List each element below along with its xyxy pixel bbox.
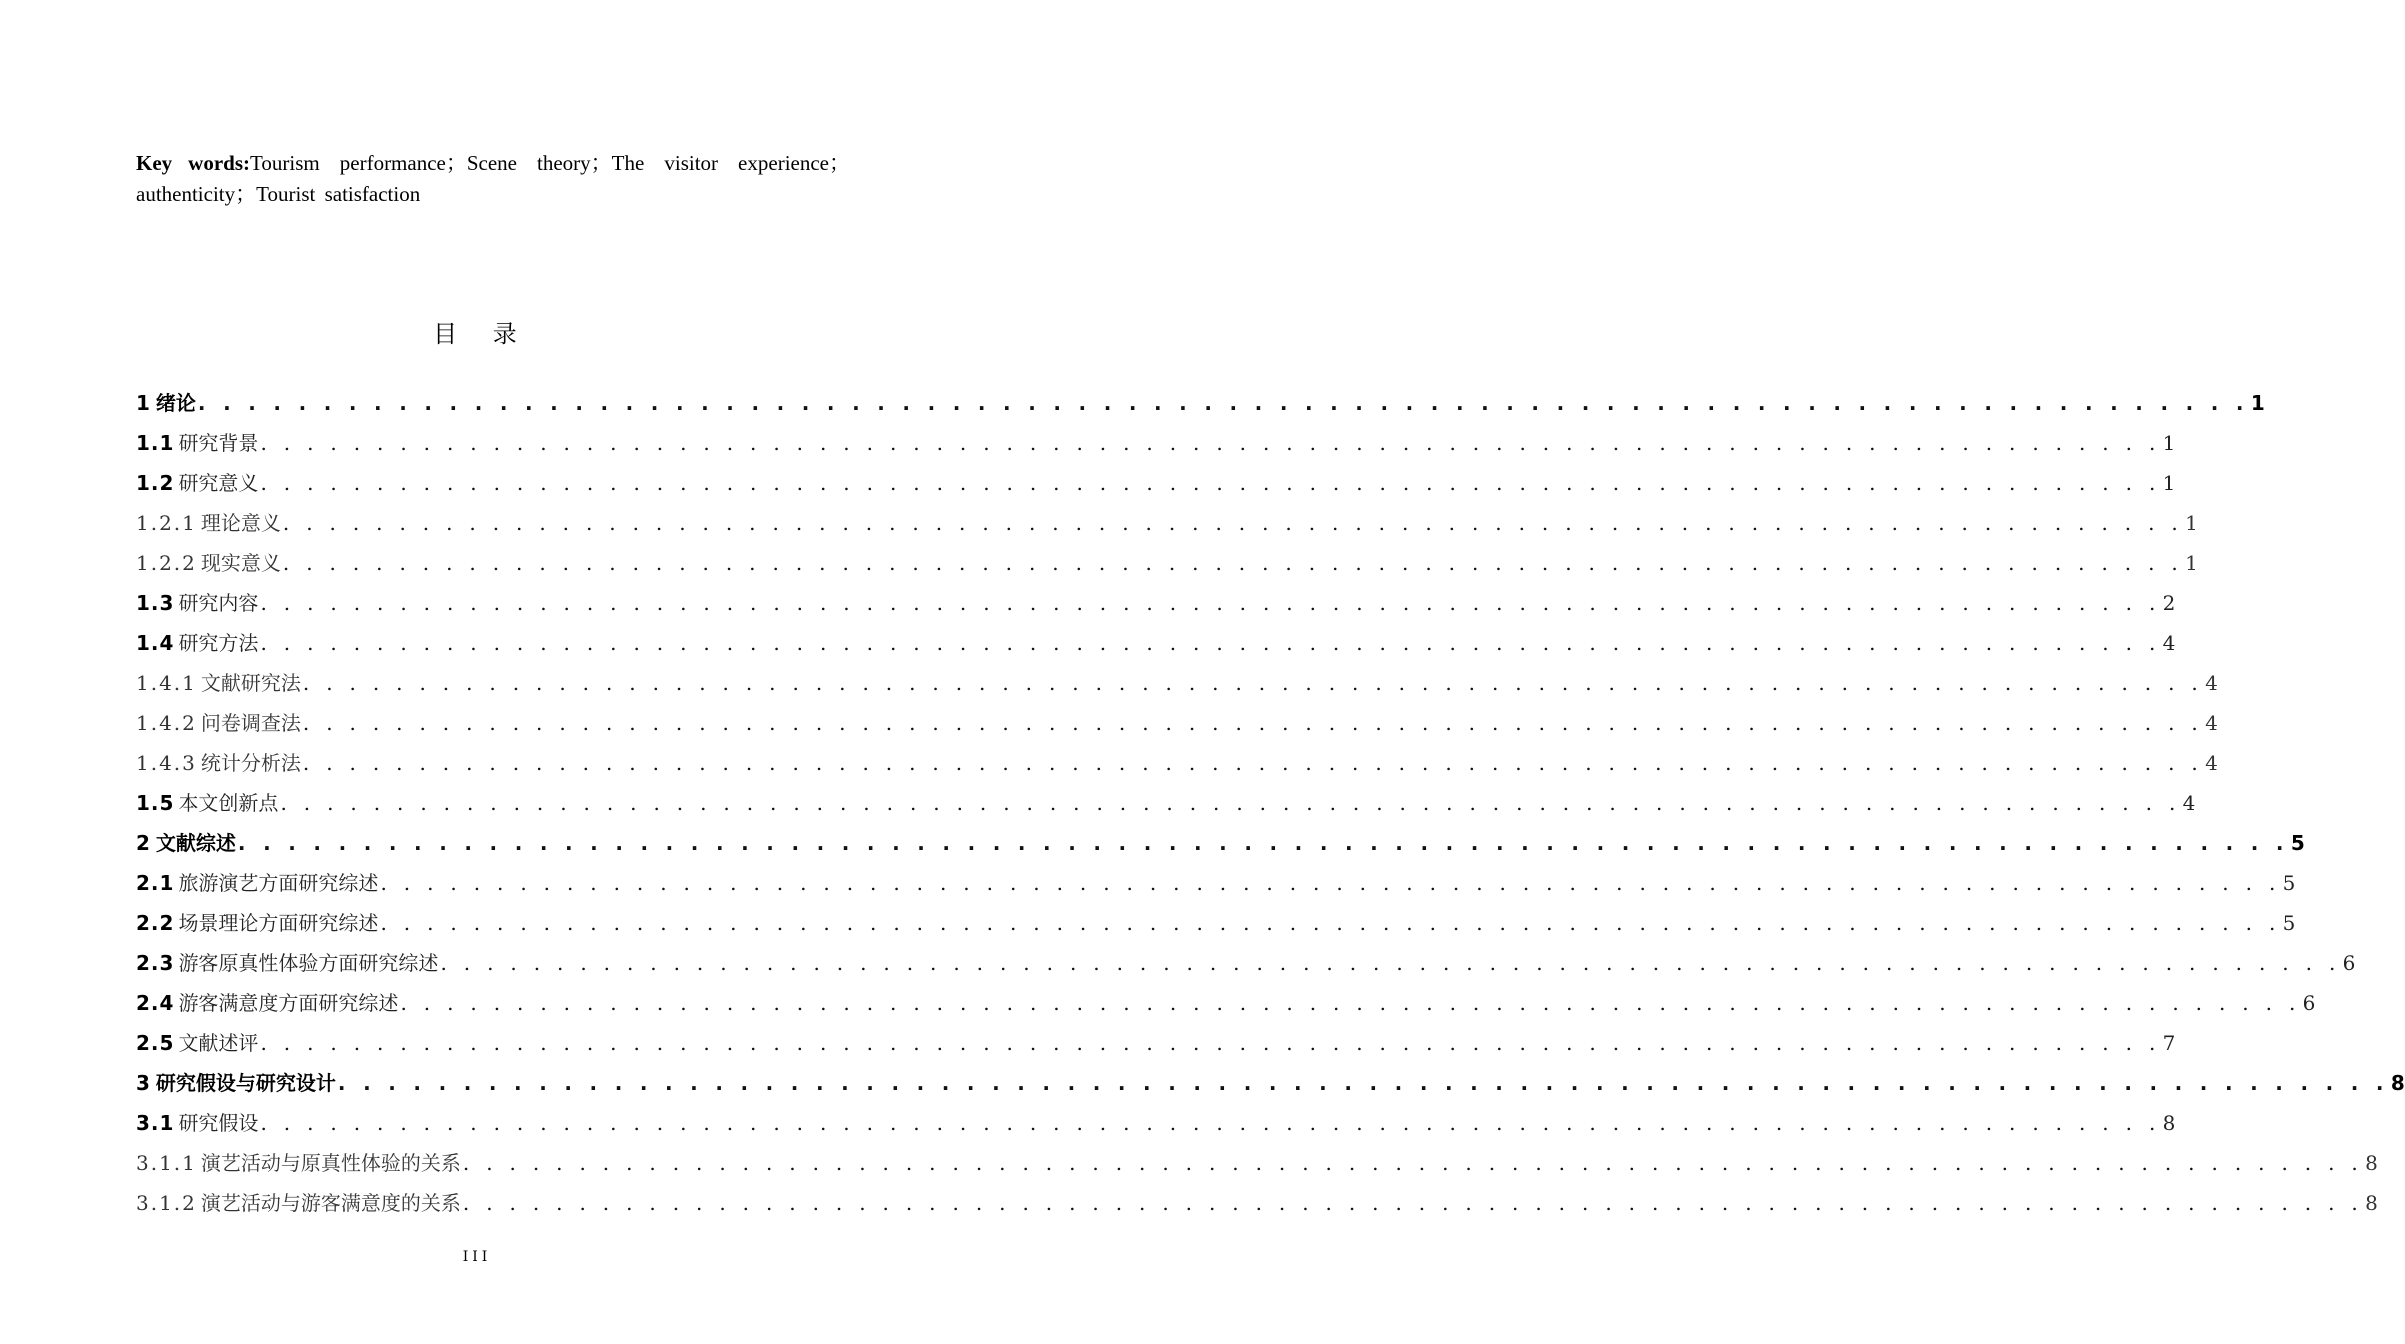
- toc-dot-leader: . . . . . . . . . . . . . . . . . . . . . . . . . . . . . . . . . . . . . . . . . . . . . . . . . . . . . . . . . . . . . . . . . . . . . . . . . . . . . . . . . .: [302, 751, 2204, 775]
- toc-dot-leader: . . . . . . . . . . . . . . . . . . . . . . . . . . . . . . . . . . . . . . . . . . . . . . . . . . . . . . . . . . . . . . . . . . . . . . . . . . . . . . . . . .: [282, 551, 2184, 575]
- toc-entry[interactable]: [136, 783, 2196, 823]
- toc-entry-page: 5: [2290, 831, 2305, 855]
- toc-dot-leader: . . . . . . . . . . . . . . . . . . . . . . . . . . . . . . . . . . . . . . . . . . . . . . . . . . . . . . . . . . . . . . . . . . . . . . . . . . . . . . . . . .: [302, 711, 2204, 735]
- toc-entry-number: 3.1: [136, 1111, 175, 1135]
- toc-entry-number: 3.1.1: [136, 1151, 197, 1175]
- toc-entry-number: 2.2: [136, 911, 175, 935]
- toc-entry-title: 现实意义: [200, 551, 281, 575]
- toc-dot-leader: . . . . . . . . . . . . . . . . . . . . . . . . . . . . . . . . . . . . . . . . . . . . . . . . . . . . . . . . . . . . . . . . . . . . . . . . . . . . . . . . . .: [260, 1111, 2161, 1135]
- toc-entry-page: 5: [2282, 911, 2296, 935]
- toc-entry-number: 2.1: [136, 871, 175, 895]
- toc-dot-leader: . . . . . . . . . . . . . . . . . . . . . . . . . . . . . . . . . . . . . . . . . . . . . . . . . . . . . . . . . . . . . . . . . . . . . . . . . . . . . . . . . .: [337, 1071, 2389, 1095]
- toc-entry[interactable]: [136, 1143, 2378, 1183]
- toc-entry-number: 1: [136, 391, 152, 415]
- toc-entry-page: 6: [2302, 991, 2316, 1015]
- toc-entry-page: 4: [2205, 711, 2218, 735]
- toc-entry-number: 3.1.2: [136, 1191, 197, 1215]
- toc-dot-leader: . . . . . . . . . . . . . . . . . . . . . . . . . . . . . . . . . . . . . . . . . . . . . . . . . . . . . . . . . . . . . . . . . . . . . . . . . . . . . . . . . .: [280, 791, 2181, 815]
- toc-entry-title: 文献综述: [155, 831, 236, 855]
- toc-entry-title: 研究意义: [178, 471, 259, 495]
- toc-dot-leader: . . . . . . . . . . . . . . . . . . . . . . . . . . . . . . . . . . . . . . . . . . . . . . . . . . . . . . . . . . . . . . . . . . . . . . . . . . . . . . . . . .: [260, 471, 2161, 495]
- toc-entry-page: 4: [2162, 631, 2176, 655]
- toc-entry-page: 8: [2162, 1111, 2176, 1135]
- table-of-contents: [136, 383, 2405, 1223]
- toc-entry-page: 4: [2205, 751, 2218, 775]
- toc-entry[interactable]: [136, 503, 2198, 543]
- toc-entry-number: 1.4.3: [136, 751, 197, 775]
- toc-entry[interactable]: [136, 663, 2218, 703]
- toc-entry-title: 统计分析法: [200, 751, 301, 775]
- toc-entry-number: 1.1: [136, 431, 175, 455]
- toc-entry-title: 研究方法: [178, 631, 259, 655]
- toc-entry[interactable]: [136, 623, 2176, 663]
- toc-entry-page: 1: [2185, 551, 2198, 575]
- toc-dot-leader: . . . . . . . . . . . . . . . . . . . . . . . . . . . . . . . . . . . . . . . . . . . . . . . . . . . . . . . . . . . . . . . . . . . . . . . . . . . . . . . . . .: [237, 831, 2289, 855]
- toc-entry-page: 8: [2390, 1071, 2405, 1095]
- toc-entry[interactable]: [136, 983, 2316, 1023]
- toc-entry-number: 1.2.2: [136, 551, 197, 575]
- keywords-label: Key words:: [136, 151, 251, 175]
- toc-dot-leader: . . . . . . . . . . . . . . . . . . . . . . . . . . . . . . . . . . . . . . . . . . . . . . . . . . . . . . . . . . . . . . . . . . . . . . . . . . . . . . . . . .: [197, 391, 2249, 415]
- toc-entry-page: 4: [2182, 791, 2196, 815]
- toc-entry[interactable]: [136, 543, 2198, 583]
- toc-entry-page: 1: [2162, 431, 2176, 455]
- toc-entry[interactable]: [136, 743, 2218, 783]
- toc-entry-page: 5: [2282, 871, 2296, 895]
- toc-dot-leader: . . . . . . . . . . . . . . . . . . . . . . . . . . . . . . . . . . . . . . . . . . . . . . . . . . . . . . . . . . . . . . . . . . . . . . . . . . . . . . . . . .: [462, 1191, 2364, 1215]
- toc-entry[interactable]: [136, 823, 2305, 863]
- toc-entry-title: 研究内容: [178, 591, 259, 615]
- toc-entry[interactable]: [136, 423, 2176, 463]
- toc-entry-number: 2.4: [136, 991, 175, 1015]
- toc-entry-title: 场景理论方面研究综述: [178, 911, 379, 935]
- toc-entry-number: 1.4.2: [136, 711, 197, 735]
- toc-dot-leader: . . . . . . . . . . . . . . . . . . . . . . . . . . . . . . . . . . . . . . . . . . . . . . . . . . . . . . . . . . . . . . . . . . . . . . . . . . . . . . . . . .: [260, 631, 2161, 655]
- toc-entry-title: 本文创新点: [178, 791, 279, 815]
- toc-entry-number: 2.3: [136, 951, 175, 975]
- toc-entry-title: 游客原真性体验方面研究综述: [178, 951, 439, 975]
- toc-entry-title: 旅游演艺方面研究综述: [178, 871, 379, 895]
- toc-entry-number: 1.4.1: [136, 671, 197, 695]
- toc-entry[interactable]: [136, 863, 2296, 903]
- toc-entry-title: 演艺活动与原真性体验的关系: [200, 1151, 461, 1175]
- toc-entry-title: 绪论: [155, 391, 196, 415]
- toc-dot-leader: . . . . . . . . . . . . . . . . . . . . . . . . . . . . . . . . . . . . . . . . . . . . . . . . . . . . . . . . . . . . . . . . . . . . . . . . . . . . . . . . . .: [462, 1151, 2364, 1175]
- page-number: III: [462, 1249, 492, 1265]
- toc-entry-title: 文献研究法: [200, 671, 301, 695]
- toc-dot-leader: . . . . . . . . . . . . . . . . . . . . . . . . . . . . . . . . . . . . . . . . . . . . . . . . . . . . . . . . . . . . . . . . . . . . . . . . . . . . . . . . . .: [380, 911, 2281, 935]
- toc-entry-title: 理论意义: [200, 511, 281, 535]
- toc-entry-page: 1: [2162, 471, 2176, 495]
- toc-entry-title: 演艺活动与游客满意度的关系: [200, 1191, 461, 1215]
- toc-entry[interactable]: [136, 383, 2265, 423]
- toc-entry-page: 7: [2162, 1031, 2176, 1055]
- toc-entry-title: 问卷调查法: [200, 711, 301, 735]
- toc-entry-number: 1.2.1: [136, 511, 197, 535]
- toc-title: 目 录: [433, 320, 531, 348]
- toc-entry[interactable]: [136, 583, 2176, 623]
- toc-entry-page: 1: [2250, 391, 2265, 415]
- toc-entry-title: 游客满意度方面研究综述: [178, 991, 399, 1015]
- toc-entry-number: 2.5: [136, 1031, 175, 1055]
- toc-entry-number: 3: [136, 1071, 152, 1095]
- toc-entry-page: 8: [2365, 1191, 2378, 1215]
- toc-entry[interactable]: [136, 1063, 2405, 1103]
- toc-entry[interactable]: [136, 463, 2176, 503]
- toc-entry-title: 研究假设与研究设计: [155, 1071, 336, 1095]
- toc-entry-title: 研究背景: [178, 431, 259, 455]
- toc-entry-number: 1.4: [136, 631, 175, 655]
- toc-dot-leader: . . . . . . . . . . . . . . . . . . . . . . . . . . . . . . . . . . . . . . . . . . . . . . . . . . . . . . . . . . . . . . . . . . . . . . . . . . . . . . . . . .: [260, 431, 2161, 455]
- toc-entry-number: 1.5: [136, 791, 175, 815]
- keywords-text: Tourism performance；Scene theory；The visitor experience；authenticity；Tourist satisfaction: [136, 151, 850, 206]
- toc-entry-title: 文献述评: [178, 1031, 259, 1055]
- toc-entry[interactable]: [136, 1023, 2176, 1063]
- toc-entry-page: 2: [2162, 591, 2176, 615]
- toc-entry-title: 研究假设: [178, 1111, 259, 1135]
- toc-entry-page: 8: [2365, 1151, 2378, 1175]
- toc-dot-leader: . . . . . . . . . . . . . . . . . . . . . . . . . . . . . . . . . . . . . . . . . . . . . . . . . . . . . . . . . . . . . . . . . . . . . . . . . . . . . . . . . .: [260, 1031, 2161, 1055]
- toc-dot-leader: . . . . . . . . . . . . . . . . . . . . . . . . . . . . . . . . . . . . . . . . . . . . . . . . . . . . . . . . . . . . . . . . . . . . . . . . . . . . . . . . . .: [260, 591, 2161, 615]
- toc-dot-leader: . . . . . . . . . . . . . . . . . . . . . . . . . . . . . . . . . . . . . . . . . . . . . . . . . . . . . . . . . . . . . . . . . . . . . . . . . . . . . . . . . .: [302, 671, 2204, 695]
- keywords-paragraph: [136, 148, 850, 210]
- toc-entry[interactable]: [136, 1103, 2176, 1143]
- toc-entry-page: 4: [2205, 671, 2218, 695]
- toc-entry[interactable]: [136, 903, 2296, 943]
- toc-entry[interactable]: [136, 1183, 2378, 1223]
- toc-entry[interactable]: [136, 943, 2356, 983]
- toc-dot-leader: . . . . . . . . . . . . . . . . . . . . . . . . . . . . . . . . . . . . . . . . . . . . . . . . . . . . . . . . . . . . . . . . . . . . . . . . . . . . . . . . . .: [282, 511, 2184, 535]
- toc-entry-page: 6: [2342, 951, 2356, 975]
- toc-entry[interactable]: [136, 703, 2218, 743]
- toc-dot-leader: . . . . . . . . . . . . . . . . . . . . . . . . . . . . . . . . . . . . . . . . . . . . . . . . . . . . . . . . . . . . . . . . . . . . . . . . . . . . . . . . . .: [440, 951, 2341, 975]
- toc-entry-page: 1: [2185, 511, 2198, 535]
- toc-entry-number: 1.2: [136, 471, 175, 495]
- toc-dot-leader: . . . . . . . . . . . . . . . . . . . . . . . . . . . . . . . . . . . . . . . . . . . . . . . . . . . . . . . . . . . . . . . . . . . . . . . . . . . . . . . . . .: [400, 991, 2301, 1015]
- toc-dot-leader: . . . . . . . . . . . . . . . . . . . . . . . . . . . . . . . . . . . . . . . . . . . . . . . . . . . . . . . . . . . . . . . . . . . . . . . . . . . . . . . . . .: [380, 871, 2281, 895]
- toc-entry-number: 2: [136, 831, 152, 855]
- toc-entry-number: 1.3: [136, 591, 175, 615]
